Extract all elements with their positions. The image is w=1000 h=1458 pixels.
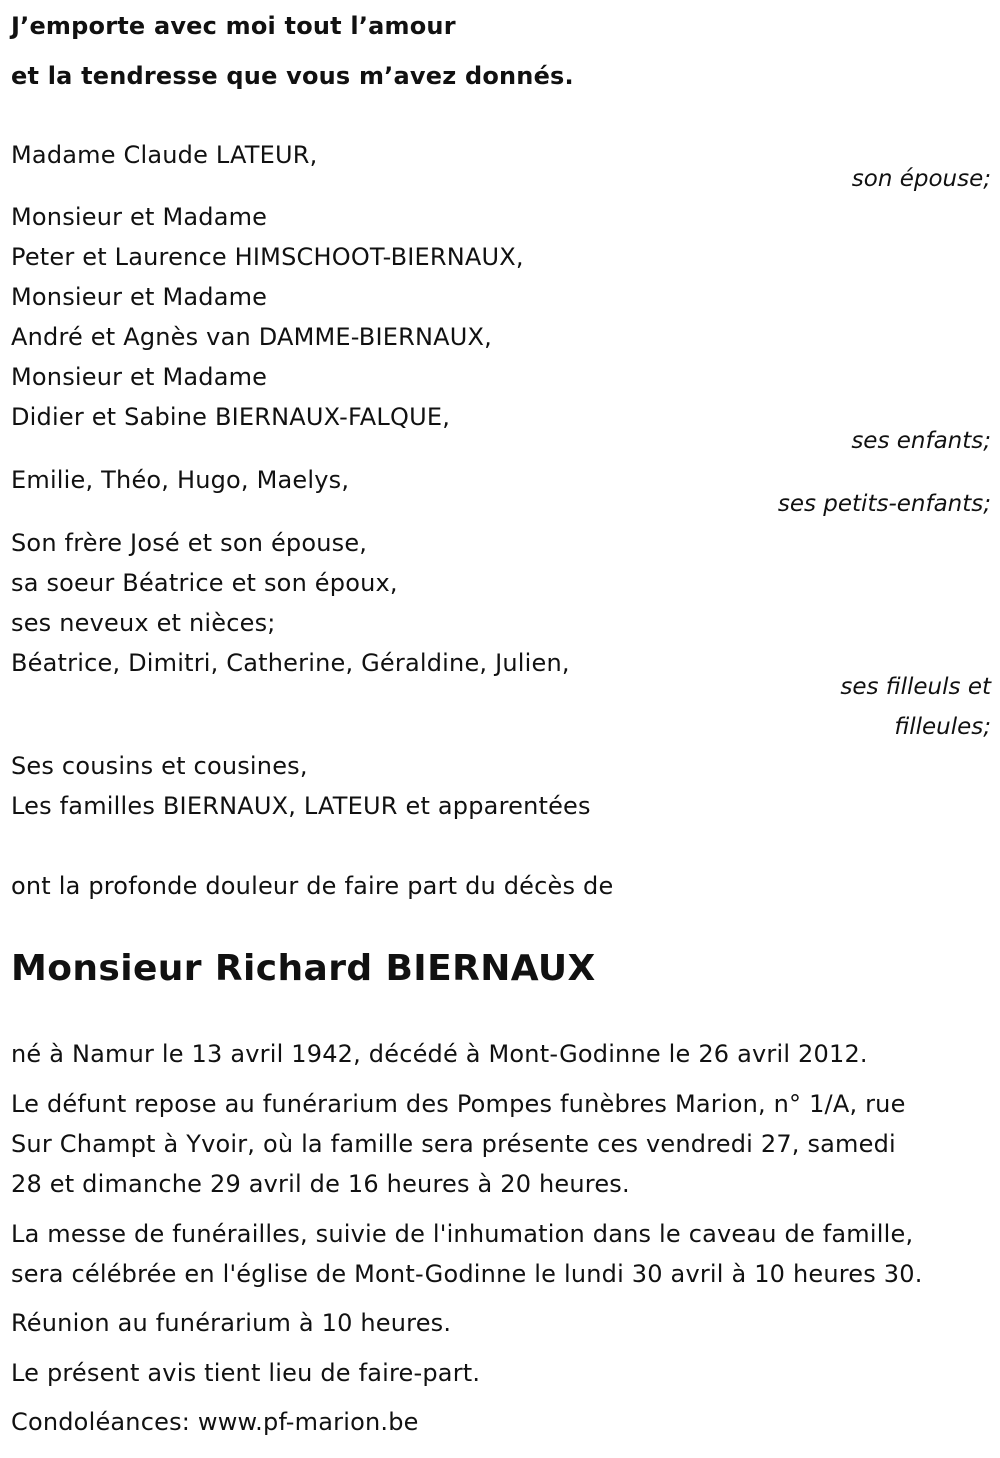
meeting-line: Réunion au funérarium à 10 heures.: [11, 1309, 452, 1337]
grandchildren-role: ses petits-enfants;: [777, 491, 991, 517]
mass-line: La messe de funérailles, suivie de l'inhumation dans le caveau de famille,: [11, 1220, 914, 1248]
families-line: Les familles BIERNAUX, LATEUR et apparentées: [11, 792, 591, 820]
quote-line-1: J’emporte avec moi tout l’amour: [11, 12, 456, 40]
repose-line: Sur Champt à Yvoir, où la famille sera présente ces vendredi 27, samedi: [11, 1130, 896, 1158]
quote-line-2: et la tendresse que vous m’avez donnés.: [11, 62, 574, 90]
children-line: Monsieur et Madame: [11, 363, 268, 391]
siblings-line: Son frère José et son épouse,: [11, 529, 368, 557]
deceased-name: Monsieur Richard BIERNAUX: [11, 948, 596, 989]
children-role: ses enfants;: [851, 428, 991, 454]
condolences-line: Condoléances: www.pf-marion.be: [11, 1408, 419, 1436]
children-line: Peter et Laurence HIMSCHOOT-BIERNAUX,: [11, 243, 524, 271]
godchildren-role-line-1: ses filleuls et: [840, 674, 991, 700]
birth-death-line: né à Namur le 13 avril 1942, décédé à Mont-Godinne le 26 avril 2012.: [11, 1040, 868, 1068]
godchildren-role-line-2: filleules;: [894, 714, 991, 740]
grandchildren-names: Emilie, Théo, Hugo, Maelys,: [11, 466, 350, 494]
siblings-line: sa soeur Béatrice et son époux,: [11, 569, 398, 597]
godchildren-names: Béatrice, Dimitri, Catherine, Géraldine, Julien,: [11, 649, 570, 677]
siblings-line: ses neveux et nièces;: [11, 609, 276, 637]
spouse-name: Madame Claude LATEUR,: [11, 141, 318, 169]
spouse-role: son épouse;: [851, 166, 991, 192]
children-line: Monsieur et Madame: [11, 283, 268, 311]
children-line: André et Agnès van DAMME-BIERNAUX,: [11, 323, 492, 351]
cousins-line: Ses cousins et cousines,: [11, 752, 308, 780]
mass-line: sera célébrée en l'église de Mont-Godinne le lundi 30 avril à 10 heures 30.: [11, 1260, 923, 1288]
children-line: Didier et Sabine BIERNAUX-FALQUE,: [11, 403, 451, 431]
repose-line: Le défunt repose au funérarium des Pompes funèbres Marion, n° 1/A, rue: [11, 1090, 906, 1118]
children-line: Monsieur et Madame: [11, 203, 268, 231]
announcement-text: ont la profonde douleur de faire part du décès de: [11, 872, 614, 900]
repose-line: 28 et dimanche 29 avril de 16 heures à 20 heures.: [11, 1170, 630, 1198]
notice-line: Le présent avis tient lieu de faire-part.: [11, 1359, 481, 1387]
